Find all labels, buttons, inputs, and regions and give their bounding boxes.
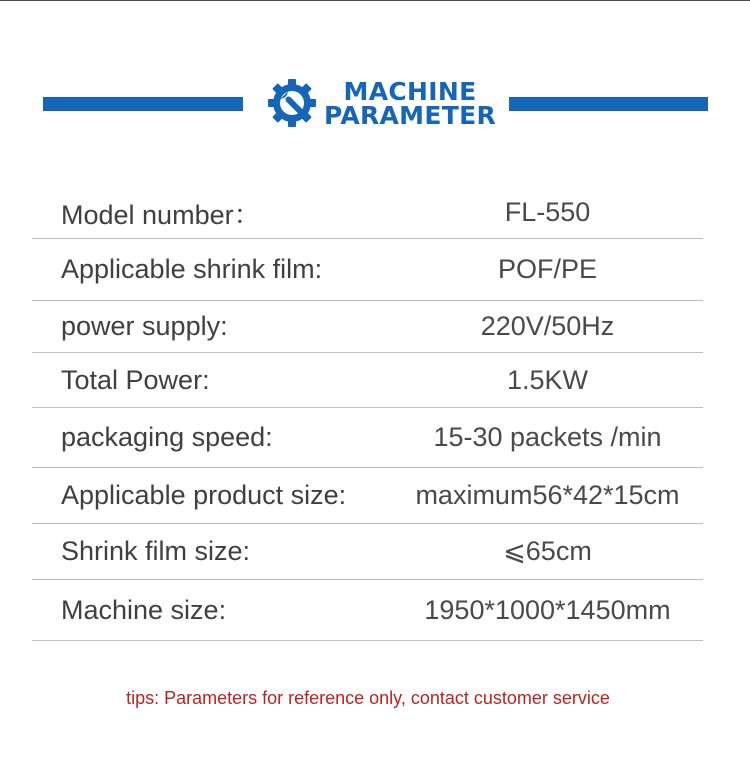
section-title bbox=[324, 77, 497, 130]
param-value: FL-550 bbox=[504, 196, 591, 227]
param-row-total-power bbox=[32, 353, 703, 408]
param-value: ⩽65cm bbox=[503, 536, 592, 566]
param-label: packaging speed: bbox=[61, 422, 273, 452]
param-row-product-size bbox=[32, 468, 703, 524]
param-value: 220V/50Hz bbox=[480, 311, 615, 341]
section-header bbox=[0, 60, 750, 150]
title-line-2: PARAMETER bbox=[324, 101, 497, 130]
header-bar-right bbox=[509, 97, 708, 111]
header-bar-left bbox=[43, 97, 243, 111]
param-value: 1950*1000*1450mm bbox=[424, 594, 671, 625]
param-row-shrink-film bbox=[32, 239, 703, 301]
param-value: 1.5KW bbox=[506, 364, 589, 395]
param-value: 15-30 packets /min bbox=[433, 422, 662, 452]
param-value: maximum56*42*15cm bbox=[415, 480, 680, 510]
param-row-model bbox=[32, 186, 703, 239]
top-divider-line bbox=[0, 0, 750, 1]
parameter-table bbox=[32, 186, 703, 641]
title-line-1: MACHINE bbox=[343, 77, 477, 106]
param-label: Machine size: bbox=[61, 594, 227, 625]
param-row-machine-size bbox=[32, 580, 703, 641]
param-row-power-supply bbox=[32, 301, 703, 353]
tips-note: tips: Parameters for reference only, contact customer service bbox=[126, 688, 610, 708]
param-row-packaging-speed bbox=[32, 408, 703, 468]
param-label: Model number： bbox=[61, 199, 261, 230]
param-value: POF/PE bbox=[497, 254, 598, 284]
param-label: Applicable shrink film: bbox=[61, 254, 323, 284]
param-label: power supply: bbox=[61, 311, 228, 341]
gear-wrench-icon bbox=[264, 75, 320, 131]
param-label: Shrink film size: bbox=[61, 536, 251, 566]
param-label: Total Power: bbox=[61, 364, 210, 395]
param-row-shrink-film-size bbox=[32, 524, 703, 580]
param-label: Applicable product size: bbox=[61, 480, 347, 510]
